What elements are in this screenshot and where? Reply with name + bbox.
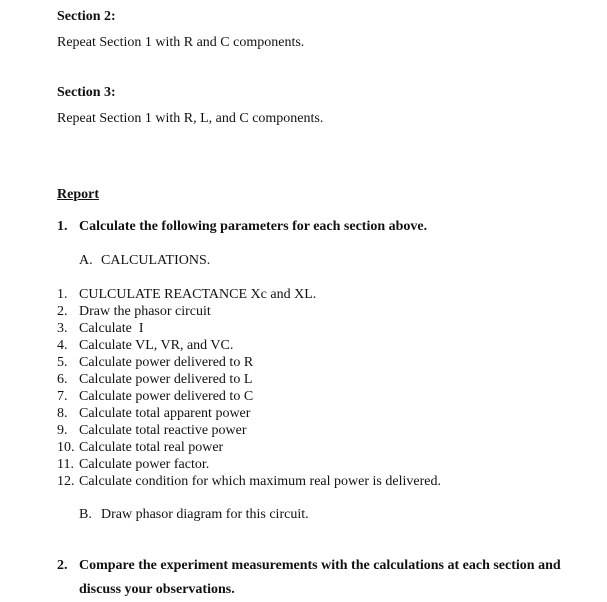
list-item: 12. Calculate condition for which maximum real power is delivered. <box>57 474 441 489</box>
question-2-text-line1: Compare the experiment measurements with the calculations at each section and <box>79 558 561 573</box>
list-item: 6. Calculate power delivered to L <box>57 372 253 387</box>
question-1-text: Calculate the following parameters for each section above. <box>79 219 428 234</box>
list-item: 10. Calculate total real power <box>57 440 224 455</box>
list-item: 8. Calculate total apparent power <box>57 406 251 421</box>
list-item: 9. Calculate total reactive power <box>57 423 247 438</box>
section-2-heading: Section 2: <box>57 9 116 24</box>
sub-item-b <box>79 506 309 524</box>
question-2 <box>57 557 561 575</box>
section-3-text: Repeat Section 1 with R, L, and C components. <box>57 111 324 126</box>
list-item: 1. CULCULATE REACTANCE Xc and XL. <box>57 287 317 302</box>
report-heading: Report <box>57 187 99 202</box>
list-item: 11. Calculate power factor. <box>57 457 210 472</box>
sub-item-b-letter: B. <box>79 507 92 522</box>
list-item: 7. Calculate power delivered to C <box>57 389 254 404</box>
question-2-text-line2: discuss your observations. <box>79 582 235 597</box>
sub-item-a-text: CALCULATIONS. <box>101 253 211 268</box>
list-item: 2. Draw the phasor circuit <box>57 304 211 319</box>
list-item: 3. Calculate I <box>57 321 144 336</box>
sub-item-a-letter: A. <box>79 253 93 268</box>
question-1-number: 1. <box>57 219 68 234</box>
question-2-number: 2. <box>57 558 68 573</box>
sub-item-b-text: Draw phasor diagram for this circuit. <box>101 507 309 522</box>
question-1 <box>57 218 427 236</box>
section-2-text: Repeat Section 1 with R and C components. <box>57 35 305 50</box>
sub-item-a <box>79 252 210 270</box>
list-item: 4. Calculate VL, VR, and VC. <box>57 338 234 353</box>
section-3-heading: Section 3: <box>57 85 116 100</box>
list-item: 5. Calculate power delivered to R <box>57 355 254 370</box>
